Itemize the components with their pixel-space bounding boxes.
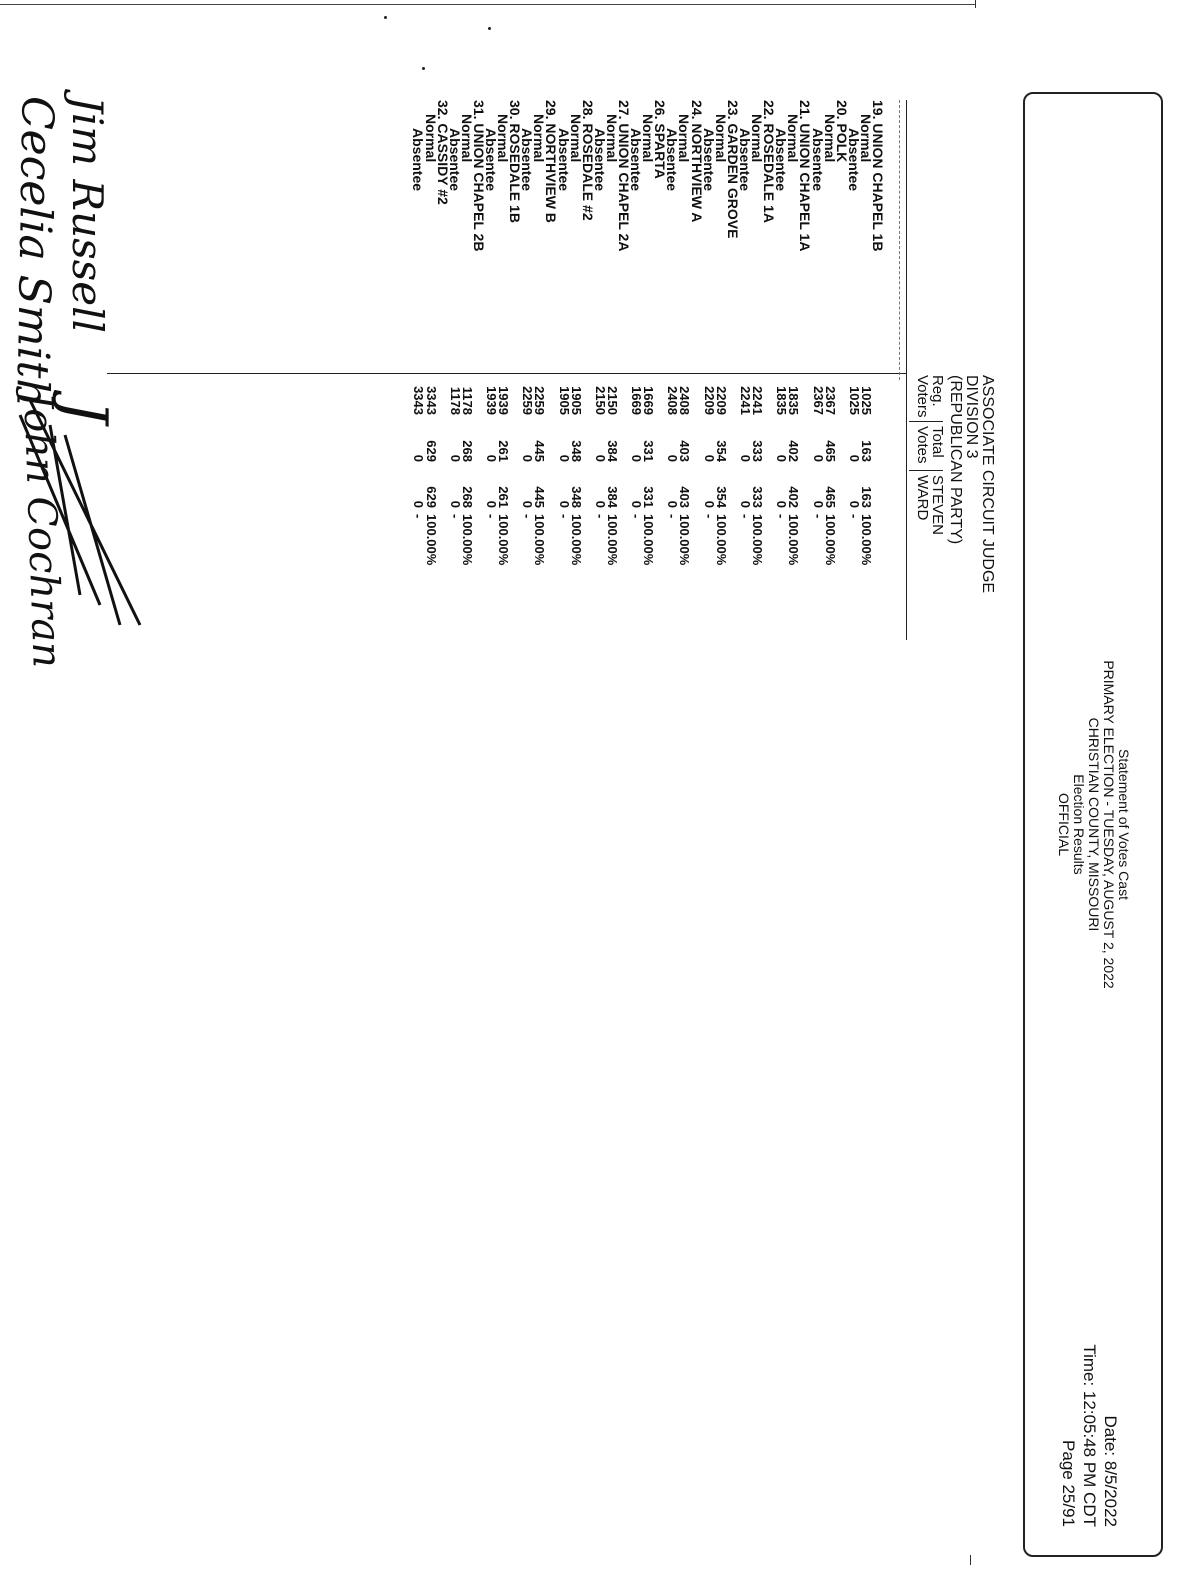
candidate-percent-cell: - xyxy=(810,514,826,519)
total-votes-cell: 0 xyxy=(629,454,645,462)
precinct-name: 19. UNION CHAPEL 1B xyxy=(870,100,886,252)
reg-voters-cell: 3343 xyxy=(423,386,439,415)
blank-cell xyxy=(691,375,703,415)
candidate-percent-cell: - xyxy=(411,514,427,519)
row-label-normal: Normal xyxy=(567,114,584,163)
candidate-percent-cell: 100.00% xyxy=(713,514,729,566)
row-label-absentee: Absentee xyxy=(664,128,681,192)
precinct-name: 22. ROSEDALE 1A xyxy=(761,100,778,223)
total-votes-cell: 0 xyxy=(592,454,608,462)
reg-voters-cell: 1178 xyxy=(447,386,463,415)
total-votes-cell: 445 xyxy=(532,440,548,462)
candidate-votes-cell: 0 xyxy=(774,500,790,508)
column-divider xyxy=(909,470,943,471)
total-votes-cell: 384 xyxy=(604,440,620,462)
reg-voters-cell: 1025 xyxy=(858,386,874,415)
col-header-total-votes xyxy=(915,426,945,464)
candidate-percent-column xyxy=(412,514,884,565)
col-header-reg-voters xyxy=(915,375,945,418)
reg-voters-cell: 2367 xyxy=(810,386,826,415)
precinct-name: 27. UNION CHAPEL 2A xyxy=(616,100,633,252)
col-header-line: STEVEN xyxy=(929,475,946,536)
row-label-absentee: Absentee xyxy=(773,128,790,192)
total-votes-cell: 268 xyxy=(459,440,475,462)
row-label-normal: Normal xyxy=(857,114,874,163)
row-label-absentee: Absentee xyxy=(845,128,862,192)
reg-voters-cell: 2209 xyxy=(701,386,717,415)
reg-voters-cell: 2367 xyxy=(822,386,838,415)
contest-title xyxy=(947,375,995,593)
candidate-percent-cell: 100.00% xyxy=(423,514,439,566)
row-label-normal: Normal xyxy=(640,114,657,163)
row-label-normal: Normal xyxy=(422,114,439,163)
candidate-votes-cell: 354 xyxy=(713,486,729,508)
row-label-absentee: Absentee xyxy=(591,128,608,192)
reg-voters-cell: 1178 xyxy=(459,386,475,415)
reg-voters-cell: 2259 xyxy=(520,386,536,415)
total-votes-cell: 0 xyxy=(556,454,572,462)
reg-voters-cell: 1905 xyxy=(556,386,572,415)
candidate-percent-cell: - xyxy=(665,514,681,519)
candidate-votes-column xyxy=(412,468,884,508)
reg-voters-cell: 2150 xyxy=(592,386,608,415)
reg-voters-cell: 1025 xyxy=(846,386,862,415)
col-header-line: WARD xyxy=(914,475,931,521)
total-votes-cell: 403 xyxy=(677,440,693,462)
precinct-name: 31. UNION CHAPEL 2B xyxy=(470,100,487,252)
row-label-absentee: Absentee xyxy=(446,128,463,192)
total-votes-cell: 261 xyxy=(496,440,512,462)
row-label-normal: Normal xyxy=(531,114,548,163)
total-votes-cell: 0 xyxy=(846,454,862,462)
blank-cell xyxy=(691,420,703,462)
precinct-name: 24. NORTHVIEW A xyxy=(688,100,705,223)
precinct-header-dashed-rule xyxy=(899,100,900,380)
report-meta xyxy=(1058,1344,1121,1527)
candidate-percent-cell: - xyxy=(846,514,862,519)
page-number: Page 25/91 xyxy=(1059,1440,1078,1527)
candidate-percent-cell: 100.00% xyxy=(786,514,802,566)
candidate-percent-cell: - xyxy=(556,514,572,519)
total-votes-cell: 163 xyxy=(858,440,874,462)
blank-cell xyxy=(799,514,811,565)
candidate-percent-cell: - xyxy=(592,514,608,519)
signature-4: J xyxy=(50,400,120,425)
col-header-line: Votes xyxy=(914,426,931,464)
row-label-normal: Normal xyxy=(495,114,512,163)
report-title-block xyxy=(1056,94,1131,1555)
candidate-percent-cell: - xyxy=(447,514,463,519)
candidate-percent-cell: 100.00% xyxy=(459,514,475,566)
status-label: OFFICIAL xyxy=(1056,792,1072,856)
total-votes-cell: 0 xyxy=(484,454,499,462)
report-title: Statement of Votes Cast xyxy=(1116,749,1132,900)
blank-cell xyxy=(545,514,557,565)
reg-voters-cell: 2209 xyxy=(713,386,729,415)
total-votes-cell: 331 xyxy=(641,440,657,462)
table-header-rule xyxy=(906,100,907,640)
row-label-normal: Normal xyxy=(821,114,838,163)
total-votes-cell: 354 xyxy=(713,440,729,462)
candidate-percent-cell: 100.00% xyxy=(858,514,874,566)
candidate-votes-cell: 402 xyxy=(786,486,802,508)
row-label-normal: Normal xyxy=(603,114,620,163)
precinct-name: 32. CASSIDY #2 xyxy=(434,100,451,205)
candidate-votes-cell: 0 xyxy=(665,500,681,508)
row-label-absentee: Absentee xyxy=(736,128,753,192)
signature-3: John Cochran xyxy=(14,391,70,669)
blank-cell xyxy=(654,514,666,565)
candidate-percent-cell: 100.00% xyxy=(532,514,548,566)
candidate-percent-cell: - xyxy=(737,514,753,519)
blank-cell xyxy=(545,468,557,508)
candidate-votes-cell: 163 xyxy=(858,486,874,508)
total-votes-cell: 0 xyxy=(774,454,790,462)
row-label-absentee: Absentee xyxy=(555,128,572,192)
candidate-votes-cell: 0 xyxy=(846,500,862,508)
candidate-votes-cell: 0 xyxy=(556,500,572,508)
column-divider xyxy=(909,421,943,422)
candidate-percent-cell: - xyxy=(484,514,499,519)
total-votes-cell: 333 xyxy=(750,440,766,462)
blank-cell xyxy=(545,420,557,462)
candidate-votes-cell: 384 xyxy=(604,486,620,508)
total-votes-cell: 0 xyxy=(520,454,536,462)
blank-cell xyxy=(799,468,811,508)
total-votes-cell: 465 xyxy=(822,440,838,462)
precinct-name: 29. NORTHVIEW B xyxy=(543,100,560,223)
precinct-name: 30. ROSEDALE 1B xyxy=(507,100,524,223)
report-date: Date: 8/5/2022 xyxy=(1101,1415,1120,1527)
total-votes-cell: 0 xyxy=(665,454,681,462)
precinct-name: 26. SPARTA xyxy=(652,100,669,179)
reg-voters-cell: 2408 xyxy=(665,386,681,415)
candidate-votes-cell: 0 xyxy=(484,500,499,508)
candidate-percent-cell: 100.00% xyxy=(677,514,693,566)
reg-voters-cell: 1669 xyxy=(641,386,657,415)
candidate-votes-cell: 445 xyxy=(532,486,548,508)
candidate-percent-cell: 100.00% xyxy=(568,514,584,566)
reg-voters-cell: 2241 xyxy=(737,386,753,415)
precinct-name: 23. GARDEN GROVE xyxy=(724,100,741,239)
blank-cell xyxy=(799,375,811,415)
contest-name: ASSOCIATE CIRCUIT JUDGE xyxy=(979,375,996,594)
precinct-name: 21. UNION CHAPEL 1A xyxy=(797,100,814,252)
col-header-line: Voters xyxy=(914,375,931,418)
candidate-percent-cell: 100.00% xyxy=(750,514,766,566)
total-votes-cell: 0 xyxy=(701,454,717,462)
contest-division: DIVISION 3 xyxy=(963,375,980,459)
results-label: Election Results xyxy=(1071,774,1087,875)
total-votes-cell: 0 xyxy=(737,454,753,462)
reg-voters-cell: 1939 xyxy=(484,386,499,415)
row-label-absentee: Absentee xyxy=(483,128,499,192)
candidate-votes-cell: 0 xyxy=(701,500,717,508)
reg-voters-cell: 1669 xyxy=(629,386,645,415)
jurisdiction: CHRISTIAN COUNTY, MISSOURI xyxy=(1086,717,1102,932)
reg-voters-cell: 1905 xyxy=(568,386,584,415)
candidate-votes-cell: 0 xyxy=(520,500,536,508)
reg-voters-cell: 1835 xyxy=(786,386,802,415)
contest-party: (REPUBLICAN PARTY) xyxy=(947,375,964,545)
candidate-votes-cell: 0 xyxy=(629,500,645,508)
blank-cell xyxy=(691,468,703,508)
candidate-percent-cell: - xyxy=(774,514,790,519)
total-votes-cell: 0 xyxy=(810,454,826,462)
signature-1: Cecelia Smith xyxy=(6,95,63,408)
row-label-absentee: Absentee xyxy=(700,128,717,192)
precinct-list xyxy=(412,100,884,400)
blank-cell xyxy=(545,375,557,415)
reg-voters-cell: 3343 xyxy=(411,386,427,415)
total-votes-cell: 0 xyxy=(411,454,427,462)
row-label-absentee: Absentee xyxy=(809,128,826,192)
blank-cell xyxy=(799,420,811,462)
row-label-normal: Normal xyxy=(676,114,693,163)
row-label-normal: Normal xyxy=(712,114,729,163)
col-header-line: Total xyxy=(929,426,946,458)
candidate-votes-cell: 465 xyxy=(822,486,838,508)
reg-voters-cell: 1835 xyxy=(774,386,790,415)
candidate-votes-cell: 331 xyxy=(641,486,657,508)
reg-voters-cell: 2241 xyxy=(750,386,766,415)
reg-voters-column xyxy=(412,375,884,415)
total-votes-cell: 0 xyxy=(447,454,463,462)
candidate-percent-cell: - xyxy=(701,514,717,519)
signature-2: Jim Russell xyxy=(63,96,112,333)
total-votes-column xyxy=(412,420,884,462)
candidate-votes-cell: 0 xyxy=(411,500,427,508)
candidate-votes-cell: 0 xyxy=(447,500,463,508)
row-label-absentee: Absentee xyxy=(628,128,645,192)
row-label-normal: Normal xyxy=(749,114,766,163)
row-label-absentee: Absentee xyxy=(410,128,427,192)
candidate-votes-cell: 403 xyxy=(677,486,693,508)
col-header-line: Reg. xyxy=(929,375,946,407)
row-label-normal: Normal xyxy=(785,114,802,163)
candidate-votes-cell: 0 xyxy=(737,500,753,508)
report-time: Time: 12:05:48 PM CDT xyxy=(1080,1344,1099,1527)
blank-cell xyxy=(691,514,703,565)
candidate-percent-cell: - xyxy=(629,514,645,519)
candidate-percent-cell: 100.00% xyxy=(641,514,657,566)
row-label-normal: Normal xyxy=(458,114,475,163)
candidate-votes-cell: 261 xyxy=(496,486,512,508)
precinct-name: 28. ROSEDALE #2 xyxy=(579,100,596,221)
total-votes-cell: 402 xyxy=(786,440,802,462)
candidate-votes-cell: 0 xyxy=(810,500,826,508)
election-name: PRIMARY ELECTION - TUESDAY, AUGUST 2, 2022 xyxy=(1101,660,1117,989)
row-label-absentee: Absentee xyxy=(519,128,536,192)
reg-voters-cell: 2150 xyxy=(604,386,620,415)
total-votes-cell: 348 xyxy=(568,440,584,462)
candidate-votes-cell: 268 xyxy=(459,486,475,508)
reg-voters-cell: 2408 xyxy=(677,386,693,415)
candidate-votes-cell: 629 xyxy=(423,486,439,508)
report-header xyxy=(1023,92,1163,1557)
candidate-percent-cell: 100.00% xyxy=(604,514,620,566)
precinct-name: 20. POLK xyxy=(833,100,850,163)
total-votes-cell: 629 xyxy=(423,440,439,462)
candidate-percent-cell: 100.00% xyxy=(496,514,512,566)
candidate-percent-cell: - xyxy=(520,514,536,519)
col-header-candidate xyxy=(915,475,945,535)
reg-voters-cell: 1939 xyxy=(496,386,512,415)
signature-scribble xyxy=(10,395,160,635)
reg-voters-cell: 2259 xyxy=(532,386,548,415)
candidate-percent-cell: 100.00% xyxy=(822,514,838,566)
candidate-votes-cell: 333 xyxy=(750,486,766,508)
candidate-votes-cell: 0 xyxy=(592,500,608,508)
candidate-votes-cell: 348 xyxy=(568,486,584,508)
